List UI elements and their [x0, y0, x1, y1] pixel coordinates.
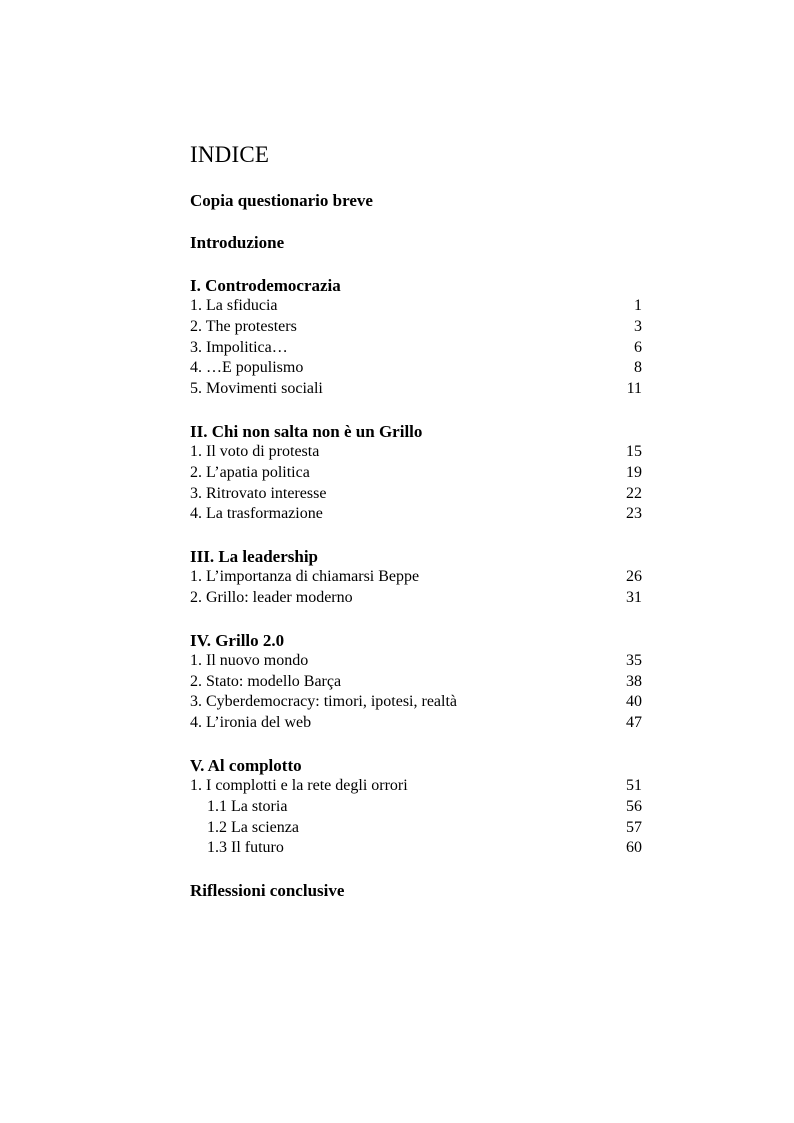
toc-entry-page-number: 57 — [626, 818, 642, 836]
toc-entry-page-number: 56 — [626, 797, 642, 815]
toc-entry-label: 1. L’importanza di chiamarsi Beppe — [190, 568, 420, 586]
toc-entry-page-number: 51 — [626, 776, 642, 794]
toc-subentry[interactable] — [190, 797, 642, 818]
toc-entry-label: 4. L’ironia del web — [190, 714, 312, 732]
toc-entry-label: 1. Il nuovo mondo — [190, 651, 309, 669]
toc-entry[interactable] — [190, 672, 642, 693]
toc-entry[interactable] — [190, 484, 642, 505]
toc-section-heading[interactable]: II. Chi non salta non è un Grillo — [190, 421, 423, 441]
toc-sections — [190, 275, 642, 859]
toc-heading-introduction[interactable]: Introduzione — [190, 233, 285, 252]
toc-entry[interactable] — [190, 713, 642, 734]
toc-entry-page-number: 60 — [626, 839, 642, 857]
toc-entry-label: 3. Ritrovato interesse — [190, 484, 327, 502]
toc-entry[interactable] — [190, 442, 642, 463]
toc-section-heading[interactable]: IV. Grillo 2.0 — [190, 630, 285, 650]
toc-entry-label: 1.2 La scienza — [207, 818, 299, 836]
toc-entry-list — [190, 567, 642, 609]
toc-section-heading[interactable]: III. La leadership — [190, 547, 318, 567]
spacer — [190, 211, 642, 232]
toc-section — [190, 421, 642, 525]
spacer — [190, 253, 642, 275]
toc-entry-label: 2. The protesters — [190, 317, 297, 335]
toc-entry-page-number: 3 — [634, 317, 642, 335]
toc-entry[interactable] — [190, 463, 642, 484]
toc-entry[interactable] — [190, 776, 642, 797]
toc-entry-page-number: 26 — [626, 568, 642, 586]
toc-entry-label: 2. L’apatia politica — [190, 463, 310, 481]
toc-entry-list — [190, 442, 642, 525]
toc-entry-page-number: 47 — [626, 714, 642, 732]
toc-entry-page-number: 31 — [626, 588, 642, 606]
toc-entry[interactable] — [190, 358, 642, 379]
toc-entry-label: 4. …E populismo — [190, 359, 304, 377]
toc-section — [190, 630, 642, 734]
toc-entry-label: 1. Il voto di protesta — [190, 442, 320, 460]
toc-entry-page-number: 35 — [626, 651, 642, 669]
toc-entry-list — [190, 651, 642, 734]
toc-entry-page-number: 11 — [626, 380, 642, 398]
toc-entry-label: 1.1 La storia — [207, 797, 288, 815]
toc-entry-page-number: 1 — [634, 297, 642, 314]
toc-entry-page-number: 23 — [626, 505, 642, 523]
toc-entry[interactable] — [190, 504, 642, 525]
toc-heading-conclusions[interactable]: Riflessioni conclusive — [190, 881, 345, 901]
toc-entry-page-number: 8 — [634, 359, 642, 377]
toc-section — [190, 755, 642, 859]
toc-entry[interactable] — [190, 296, 642, 317]
toc-entry[interactable] — [190, 567, 642, 588]
toc-entry-label: 3. Cyberdemocracy: timori, ipotesi, realtà — [190, 693, 458, 711]
toc-entry[interactable] — [190, 379, 642, 400]
toc-entry[interactable] — [190, 338, 642, 359]
toc-entry-label: 4. La trasformazione — [190, 505, 323, 523]
toc-section — [190, 275, 642, 400]
toc-subentry[interactable] — [190, 838, 642, 859]
toc-entry-label: 5. Movimenti sociali — [190, 380, 323, 398]
toc-entry[interactable] — [190, 651, 642, 672]
toc-entry-page-number: 6 — [634, 338, 642, 356]
toc-entry-list — [190, 776, 642, 859]
toc-entry[interactable] — [190, 692, 642, 713]
toc-entry-page-number: 22 — [626, 484, 642, 502]
table-of-contents — [190, 141, 642, 901]
toc-section — [190, 546, 642, 609]
toc-section-heading[interactable]: V. Al complotto — [190, 755, 302, 775]
toc-entry-label: 1.3 Il futuro — [207, 839, 284, 857]
toc-entry-label: 2. Stato: modello Barça — [190, 672, 342, 690]
toc-entry[interactable] — [190, 588, 642, 609]
toc-entry-page-number: 15 — [626, 442, 642, 460]
toc-entry[interactable] — [190, 317, 642, 338]
toc-entry-page-number: 38 — [626, 672, 642, 690]
page-title: INDICE — [190, 142, 270, 167]
toc-entry-list — [190, 296, 642, 400]
toc-entry-label: 2. Grillo: leader moderno — [190, 588, 353, 606]
toc-subentry[interactable] — [190, 818, 642, 839]
toc-section-heading[interactable]: I. Controdemocrazia — [190, 276, 341, 295]
toc-entry-label: 1. I complotti e la rete degli orrori — [190, 776, 408, 794]
toc-entry-page-number: 40 — [626, 693, 642, 711]
toc-heading-questionnaire[interactable]: Copia questionario breve — [190, 191, 373, 210]
toc-entry-label: 1. La sfiducia — [190, 297, 278, 314]
toc-entry-label: 3. Impolitica… — [190, 338, 288, 356]
toc-entry-page-number: 19 — [626, 463, 642, 481]
